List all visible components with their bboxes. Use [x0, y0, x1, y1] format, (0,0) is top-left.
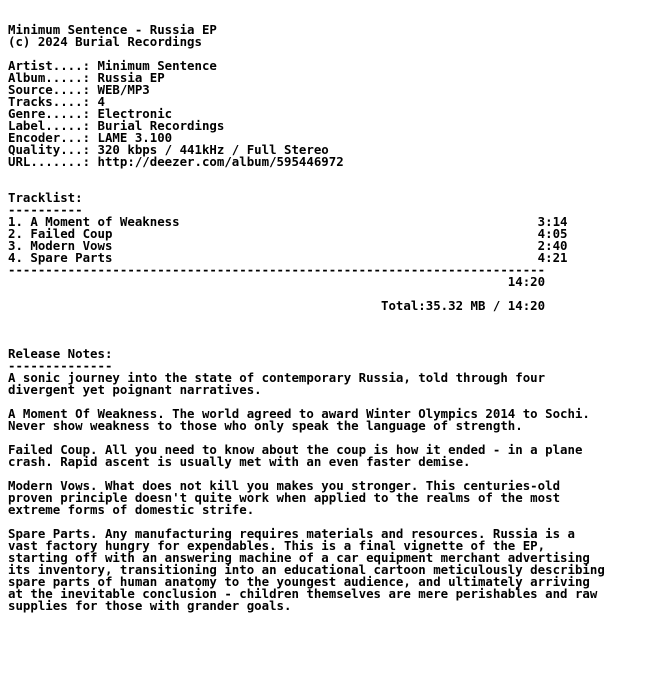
notes-line: its inventory, transitioning into an educational cartoon meticulously describing — [8, 562, 605, 577]
tracklist-heading: Tracklist: — [8, 190, 83, 205]
tracklist-section — [8, 192, 654, 312]
info-encoder: Encoder...: LAME 3.100 — [8, 130, 173, 145]
notes-line: Modern Vows. What does not kill you makes you stronger. This centuries-old — [8, 478, 561, 493]
copyright-line: (c) 2024 Burial Recordings — [8, 34, 202, 49]
blank-line — [8, 180, 654, 192]
notes-line: proven principle doesn't quite work when applied to the realms of the most — [8, 490, 561, 505]
track-row: 4. Spare Parts 4:21 — [8, 250, 568, 265]
notes-line: vast factory hungry for expendables. This is a final vignette of the EP, — [8, 538, 546, 553]
notes-paragraph-spare-parts — [8, 528, 654, 612]
notes-line: starting off with an answering machine of a car equipment merchant advertising — [8, 550, 590, 565]
notes-line: supplies for those with grander goals. — [8, 598, 292, 613]
info-label: Label.....: Burial Recordings — [8, 118, 225, 133]
info-album: Album.....: Russia EP — [8, 70, 165, 85]
notes-line: A Moment Of Weakness. The world agreed to award Winter Olympics 2014 to Sochi. — [8, 406, 590, 421]
notes-line: Failed Coup. All you need to know about the coup is how it ended - in a plane — [8, 442, 583, 457]
blank-line — [8, 168, 654, 180]
track-row: 3. Modern Vows 2:40 — [8, 238, 568, 253]
release-title: Minimum Sentence - Russia EP — [8, 22, 217, 37]
info-artist: Artist....: Minimum Sentence — [8, 58, 217, 73]
tracklist-heading-underline: ---------- — [8, 202, 83, 217]
info-quality: Quality...: 320 kbps / 441kHz / Full Stereo — [8, 142, 329, 157]
notes-line: extreme forms of domestic strife. — [8, 502, 255, 517]
notes-paragraph-failed-coup — [8, 444, 654, 468]
total-time: 14:20 — [8, 274, 546, 289]
blank-line — [8, 324, 654, 336]
release-notes-underline: -------------- — [8, 358, 113, 373]
tracklist-divider: ------------------------------------------------------------------------ — [8, 262, 546, 277]
info-source: Source....: WEB/MP3 — [8, 82, 150, 97]
notes-line: Never show weakness to those who only speak the language of strength. — [8, 418, 523, 433]
notes-line: spare parts of human anatomy to the youngest audience, and ultimately arriving — [8, 574, 590, 589]
notes-paragraph-intro — [8, 372, 654, 396]
release-notes-section — [8, 348, 654, 612]
blank-line — [8, 312, 654, 324]
notes-line: divergent yet poignant narratives. — [8, 382, 262, 397]
track-row: 2. Failed Coup 4:05 — [8, 226, 568, 241]
total-size: Total:35.32 MB / 14:20 — [8, 298, 546, 313]
notes-line: A sonic journey into the state of contemporary Russia, told through four — [8, 370, 546, 385]
notes-paragraph-modern-vows — [8, 480, 654, 516]
info-url: URL.......: http://deezer.com/album/595446972 — [8, 154, 344, 169]
release-notes-heading: Release Notes: — [8, 346, 113, 361]
notes-line: Spare Parts. Any manufacturing requires materials and resources. Russia is a — [8, 526, 575, 541]
info-block — [8, 60, 654, 168]
notes-line: at the inevitable conclusion - children themselves are mere perishables and raw — [8, 586, 598, 601]
notes-paragraph-moment-of-weakness — [8, 408, 654, 432]
nfo-document — [8, 24, 654, 612]
track-row: 1. A Moment of Weakness 3:14 — [8, 214, 568, 229]
info-genre: Genre.....: Electronic — [8, 106, 173, 121]
info-tracks: Tracks....: 4 — [8, 94, 105, 109]
notes-line: crash. Rapid ascent is usually met with an even faster demise. — [8, 454, 471, 469]
